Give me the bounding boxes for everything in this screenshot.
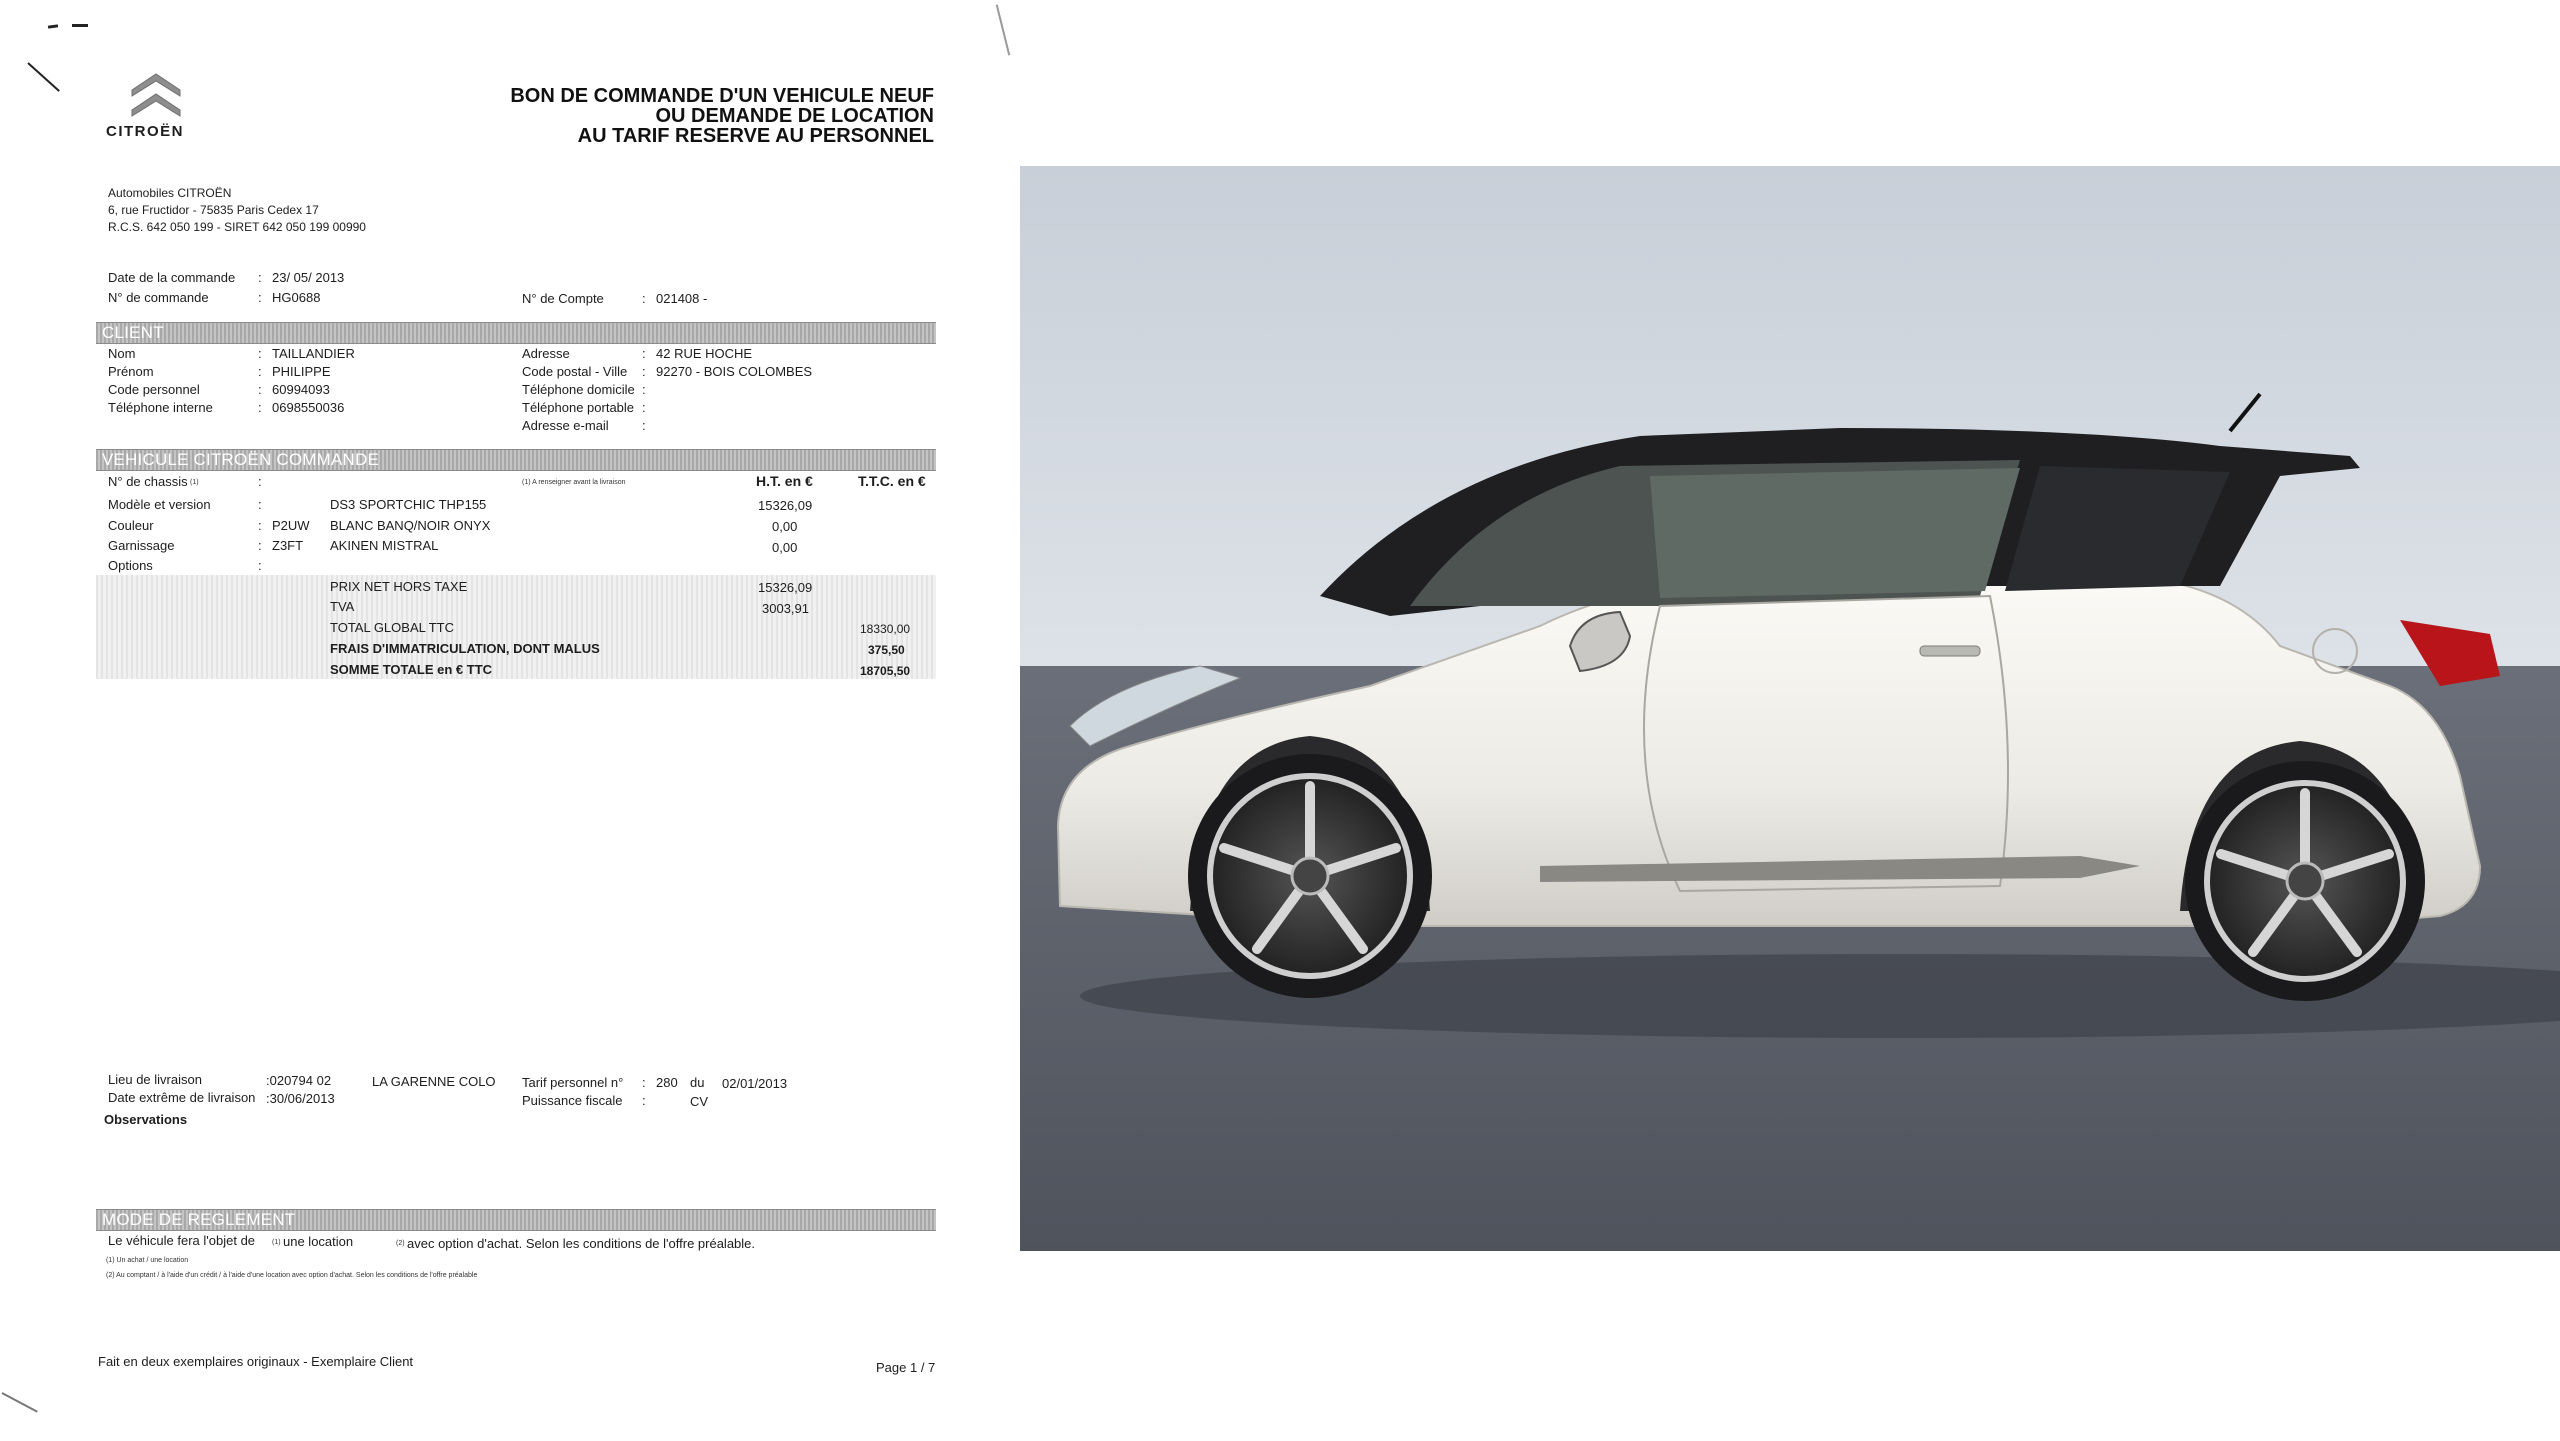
colon: : xyxy=(258,270,262,285)
somme-totale-label: SOMME TOTALE en € TTC xyxy=(330,662,493,677)
colon: : xyxy=(258,497,262,512)
client-section-title: CLIENT xyxy=(102,323,164,342)
colon: : xyxy=(258,364,262,379)
frais-ttc: 375,50 xyxy=(868,643,905,657)
garnissage-ht: 0,00 xyxy=(772,540,798,555)
colon: : xyxy=(258,558,262,573)
citroen-chevrons-logo xyxy=(126,66,186,120)
order-date-value: 23/ 05/ 2013 xyxy=(272,270,345,285)
citroen-ds3-side-view xyxy=(1020,166,2560,1251)
colon: : xyxy=(642,291,646,306)
scan-mark xyxy=(72,24,88,27)
chassis-note-marker: (1) xyxy=(190,479,199,486)
payment-option1: une location xyxy=(283,1234,354,1249)
colon: : xyxy=(258,518,262,533)
vehicle-section-header xyxy=(96,449,936,471)
prix-net-label: PRIX NET HORS TAXE xyxy=(330,579,468,594)
client-tel-portable-label: Téléphone portable xyxy=(522,400,635,415)
company-address: 6, rue Fructidor - 75835 Paris Cedex 17 xyxy=(108,203,319,217)
modele-value: DS3 SPORTCHIC THP155 xyxy=(330,497,487,512)
somme-totale-ttc: 18705,50 xyxy=(860,664,911,678)
client-prenom-label: Prénom xyxy=(108,364,154,379)
vehicle-section-title: VEHICULE CITROËN COMMANDE xyxy=(102,450,380,469)
tarif-du: du xyxy=(690,1075,705,1090)
frais-label: FRAIS D'IMMATRICULATION, DONT MALUS xyxy=(330,641,600,656)
title-line: BON DE COMMANDE D'UN VEHICULE NEUF xyxy=(510,85,934,107)
client-adresse-label: Adresse xyxy=(522,346,570,361)
ttc-column-header: T.T.C. en € xyxy=(858,473,926,489)
puissance-unit: CV xyxy=(690,1094,709,1109)
company-registration: R.C.S. 642 050 199 - SIRET 642 050 199 00990 xyxy=(108,220,366,234)
payment-option2: avec option d'achat. Selon les conditions de l'offre préalable. xyxy=(407,1236,756,1251)
client-code-label: Code personnel xyxy=(108,382,200,397)
page-number: Page 1 / 7 xyxy=(876,1360,936,1375)
payment-note-1: (1) Un achat / une location xyxy=(106,1257,189,1264)
date-extreme-label: Date extrême de livraison xyxy=(108,1090,256,1105)
colon: : xyxy=(258,400,262,415)
couleur-label: Couleur xyxy=(108,518,154,533)
scan-mark xyxy=(996,5,1011,56)
client-email-label: Adresse e-mail xyxy=(522,418,609,433)
modele-ht: 15326,09 xyxy=(758,498,813,513)
company-name: Automobiles CITROËN xyxy=(108,186,232,200)
brand-name: CITROËN xyxy=(106,123,184,140)
chassis-note: (1) A renseigner avant la livraison xyxy=(522,479,626,486)
colon: : xyxy=(642,1093,646,1108)
account-label: N° de Compte xyxy=(522,291,604,306)
payment-option2-marker: (2) xyxy=(396,1240,405,1247)
order-number-label: N° de commande xyxy=(108,290,209,305)
client-cp-label: Code postal - Ville xyxy=(522,364,628,379)
colon: : xyxy=(258,474,262,489)
prix-net-ht: 15326,09 xyxy=(758,580,813,595)
couleur-ht: 0,00 xyxy=(772,519,798,534)
colon: : xyxy=(642,364,646,379)
garnissage-value: AKINEN MISTRAL xyxy=(330,538,439,553)
payment-option1-marker: (1) xyxy=(272,1239,281,1246)
tarif-date: 02/01/2013 xyxy=(722,1076,788,1091)
lieu-livraison-label: Lieu de livraison xyxy=(108,1072,202,1087)
observations-label: Observations xyxy=(104,1112,188,1127)
modele-label: Modèle et version xyxy=(108,497,211,512)
payment-note-2: (2) Au comptant / à l'aide d'un crédit / à l'aide d'une location avec option d'achat. Selon les conditions de l'offre préalable xyxy=(106,1272,478,1279)
tva-label: TVA xyxy=(330,599,355,614)
order-date-label: Date de la commande xyxy=(108,270,236,285)
options-label: Options xyxy=(108,558,153,573)
total-global-ttc: 18330,00 xyxy=(860,622,911,636)
client-nom-label: Nom xyxy=(108,346,136,361)
client-code-value: 60994093 xyxy=(272,382,330,397)
payment-line-start: Le véhicule fera l'objet de xyxy=(108,1233,256,1248)
colon: : xyxy=(258,382,262,397)
tarif-label: Tarif personnel n° xyxy=(522,1075,624,1090)
client-section-header xyxy=(96,322,936,344)
tarif-value: 280 xyxy=(656,1075,678,1090)
colon: : xyxy=(642,382,646,397)
payment-section-title: MODE DE REGLEMENT xyxy=(102,1210,296,1229)
colon: : xyxy=(258,346,262,361)
colon: : xyxy=(642,346,646,361)
chassis-label: N° de chassis xyxy=(108,474,188,489)
order-number-value: HG0688 xyxy=(272,290,321,305)
client-tel-domicile-label: Téléphone domicile xyxy=(522,382,635,397)
garnissage-label: Garnissage xyxy=(108,538,175,553)
colon: : xyxy=(258,290,262,305)
date-extreme-value: :30/06/2013 xyxy=(266,1091,335,1106)
garnissage-code: Z3FT xyxy=(272,538,304,553)
title-line: OU DEMANDE DE LOCATION xyxy=(655,105,934,127)
client-adresse-value: 42 RUE HOCHE xyxy=(656,346,753,361)
payment-section-header xyxy=(96,1209,936,1231)
colon: : xyxy=(642,418,646,433)
client-tel-interne-value: 0698550036 xyxy=(272,400,345,415)
client-cp-value: 92270 - BOIS COLOMBES xyxy=(656,364,813,379)
car-photo xyxy=(1020,166,2560,1251)
order-form-page xyxy=(0,0,1020,1441)
tva-ht: 3003,91 xyxy=(762,601,809,616)
colon: : xyxy=(258,538,262,553)
client-nom-value: TAILLANDIER xyxy=(272,346,355,361)
copies-note: Fait en deux exemplaires originaux - Exemplaire Client xyxy=(98,1354,414,1369)
colon: : xyxy=(642,400,646,415)
title-line: AU TARIF RESERVE AU PERSONNEL xyxy=(577,125,934,147)
couleur-value: BLANC BANQ/NOIR ONYX xyxy=(330,518,491,533)
document-title xyxy=(314,86,934,146)
scan-mark xyxy=(27,62,60,92)
client-tel-interne-label: Téléphone interne xyxy=(108,400,213,415)
account-value: 021408 - xyxy=(656,291,708,306)
puissance-label: Puissance fiscale xyxy=(522,1093,623,1108)
lieu-livraison-value: LA GARENNE COLO xyxy=(372,1074,496,1089)
total-global-label: TOTAL GLOBAL TTC xyxy=(330,620,455,635)
scan-mark xyxy=(48,24,58,28)
ht-column-header: H.T. en € xyxy=(756,473,813,489)
client-prenom-value: PHILIPPE xyxy=(272,364,331,379)
couleur-code: P2UW xyxy=(272,518,310,533)
lieu-livraison-code: :020794 02 xyxy=(266,1073,332,1088)
scan-mark xyxy=(2,1392,38,1413)
colon: : xyxy=(642,1075,646,1090)
